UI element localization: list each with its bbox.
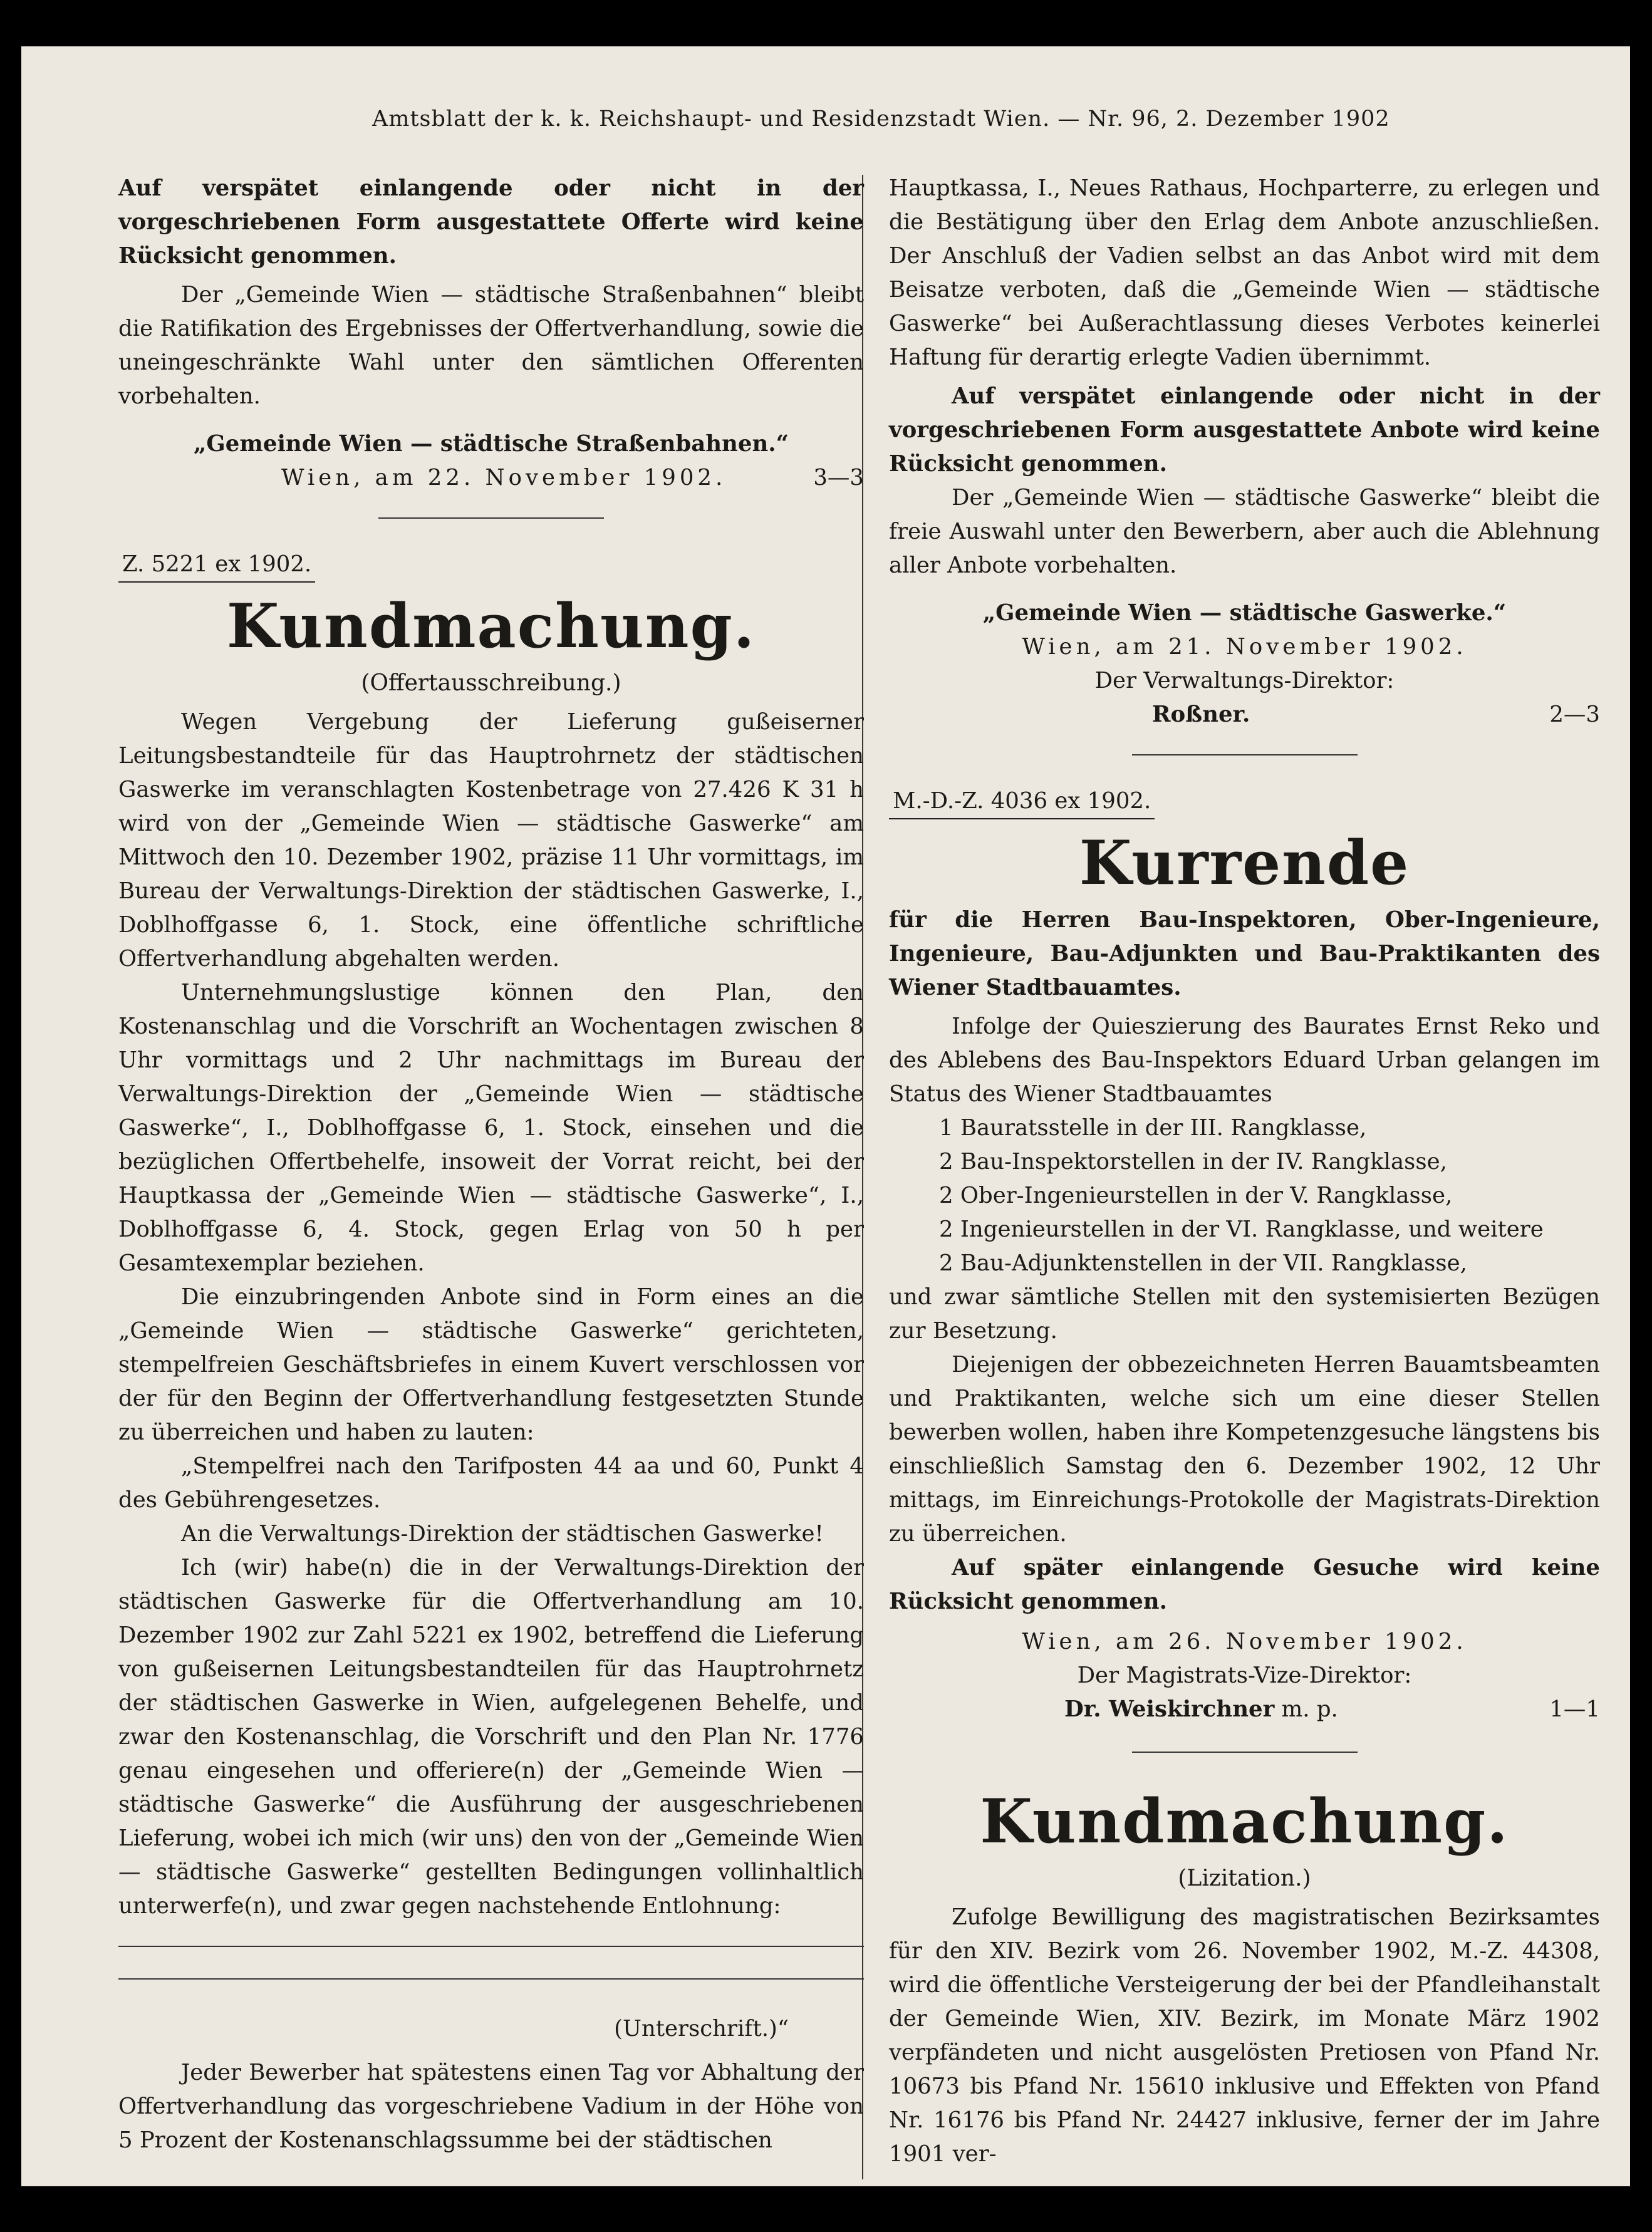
- signature-date: Wien, am 21. November 1902.: [1022, 634, 1467, 660]
- circular-addressees: für die Herren Bau-Inspektoren, Ober-Ingenieure, Ingenieure, Bau-Adjunkten und Bau-Praktikanten des Wiener Stadtbauamtes.: [889, 907, 1600, 1000]
- notice-number: 2—3: [1549, 702, 1600, 727]
- blank-line: [118, 1946, 864, 1947]
- signature-name-row: [889, 698, 1600, 732]
- list-item: 1 Bauratsstelle in der III. Rangklasse,: [939, 1115, 1367, 1141]
- signature-mp: m. p.: [1281, 1696, 1338, 1722]
- section-rule: [378, 517, 604, 519]
- signature-organization: „Gemeinde Wien — städtische Straßenbahnen.“: [193, 431, 789, 457]
- right-column: [864, 172, 1600, 2171]
- announcement-title: Kundmachung.: [226, 591, 756, 662]
- address-line: An die Verwaltungs-Direktion der städtischen Gaswerke!: [181, 1521, 824, 1547]
- announcement-subtitle: (Offertausschreibung.): [361, 670, 621, 696]
- application-paragraph: Diejenigen der obbezeichneten Herren Bauamtsbeamten und Praktikanten, welche sich um eine dieser Stellen bewerben wollen, haben ihre Kompetenzgesuche längstens bis einschließlich Samstag den 6. Dezember 1902, 12 Uhr mittags, im Einreichungs-Protokolle der Magistrats-Direktion zu überreichen.: [889, 1352, 1600, 1547]
- auction-title: Kundmachung.: [980, 1786, 1509, 1857]
- left-column: [118, 172, 864, 2157]
- auction-subtitle: (Lizitation.): [1178, 1866, 1311, 1891]
- submission-paragraph: Die einzubringenden Anbote sind in Form eines an die „Gemeinde Wien — städtische Gaswerke“ gerichteten, stempelfreien Geschäftsbriefes in einem Kuvert verschlossen vor der für den Beginn der Offertverhandlung festgesetzten Stunde zu überreichen und haben zu lauten:: [118, 1284, 864, 1445]
- vacancy-list: [889, 1111, 1600, 1280]
- signature-role: Der Magistrats-Vize-Direktor:: [1077, 1663, 1412, 1688]
- section-rule: [1132, 754, 1358, 755]
- documents-paragraph: Unternehmungslustige können den Plan, den Kostenanschlag und die Vorschrift an Wochentagen zwischen 8 Uhr vormittags und 2 Uhr nachmittags im Bureau der Verwaltungs-Direktion der „Gemeinde Wien — städtische Gaswerke“, I., Doblhoffgasse 6, 1. Stock, einsehen und die bezüglichen Offertbehelfe, insoweit der Vorrat reicht, bei der Hauptkassa der „Gemeinde Wien — städtische Gaswerke“, I., Doblhoffgasse 6, 4. Stock, gegen Erlag von 50 h per Gesamtexemplar beziehen.: [118, 980, 864, 1276]
- signature-date-row: [118, 461, 864, 495]
- section-rule: [1132, 1752, 1358, 1753]
- signature-role: Der Verwaltungs-Direktor:: [1094, 668, 1395, 693]
- tender-paragraph: Wegen Vergebung der Lieferung gußeiserner Leitungsbestandteile für das Hauptrohrnetz der städtischen Gaswerke im veranschlagten Kostenbetrage von 27.426 K 31 h wird von der „Gemeinde Wien — städtische Gaswerke“ am Mittwoch den 10. Dezember 1902, präzise 11 Uhr vormittags, im Bureau der Verwaltungs-Direktion der städtischen Gaswerke, I., Doblhoffgasse 6, 1. Stock, eine öffentliche schriftliche Offertverhandlung abgehalten werden.: [118, 709, 864, 972]
- list-item: 2 Ingenieurstellen in der VI. Rangklasse, und weitere: [939, 1217, 1544, 1242]
- vacancy-paragraph: Infolge der Quieszierung des Baurates Ernst Reko und des Ablebens des Bau-Inspektors Eduard Urban gelangen im Status des Wiener Stadtbauamtes: [889, 1014, 1600, 1107]
- notice-number: 1—1: [1549, 1696, 1600, 1722]
- signature-name: Roßner.: [1152, 702, 1250, 727]
- signature-name: Dr. Weiskirchner: [1064, 1696, 1275, 1722]
- reference-number: M.-D.-Z. 4036 ex 1902.: [889, 784, 1155, 819]
- page-header: Amtsblatt der k. k. Reichshaupt- und Residenzstadt Wien. — Nr. 96, 2. Dezember 1902: [372, 106, 1390, 132]
- signature-placeholder: (Unterschrift.)“: [614, 2016, 789, 2042]
- deposit-continued: Hauptkassa, I., Neues Rathaus, Hochparterre, zu erlegen und die Bestätigung über den Erlag dem Anbote anzuschließen. Der Anschluß der Vadien selbst an das Anbot wird mit dem Beisatze verboten, daß die „Gemeinde Wien — städtische Gaswerke“ bei Außerachtlassung dieses Verbotes keinerlei Haftung für derartig erlegte Vadien übernimmt.: [889, 175, 1600, 370]
- late-offers-notice: Auf verspätet einlangende oder nicht in der vorgeschriebenen Form ausgestattete Offerte wird keine Rücksicht genommen.: [118, 175, 864, 269]
- list-item: 2 Ober-Ingenieurstellen in der V. Rangklasse,: [939, 1183, 1453, 1208]
- list-item: 2 Bau-Adjunktenstellen in der VII. Rangklasse,: [939, 1250, 1467, 1276]
- deposit-paragraph: Jeder Bewerber hat spätestens einen Tag vor Abhaltung der Offertverhandlung das vorgeschriebene Vadium in der Höhe von 5 Prozent der Kostenanschlagssumme bei der städtischen: [118, 2060, 864, 2153]
- offer-text: Ich (wir) habe(n) die in der Verwaltungs-Direktion der städtischen Gaswerke für die Offertverhandlung am 10. Dezember 1902 zur Zahl 5221 ex 1902, betreffend die Lieferung von gußeisernen Leitungsbestandteilen für das Hauptrohrnetz der städtischen Gaswerke in Wien, aufgelegenen Behelfe, und zwar den Kostenanschlag, die Vorschrift und den Plan Nr. 1776 genau eingesehen und offeriere(n) der „Gemeinde Wien — städtische Gaswerke“ die Ausführung der ausgeschriebenen Lieferung, wobei ich mich (wir uns) den von der „Gemeinde Wien — städtische Gaswerke“ gestellten Bedingungen vollinhaltlich unterwerfe(n), und zwar gegen nachstehende Entlohnung:: [118, 1555, 864, 1919]
- list-item: 2 Bau-Inspektorstellen in der IV. Rangklasse,: [939, 1149, 1447, 1175]
- signature-date: Wien, am 26. November 1902.: [1022, 1629, 1467, 1654]
- late-bids-notice: Auf verspätet einlangende oder nicht in der vorgeschriebenen Form ausgestattete Anbote wird keine Rücksicht genommen.: [889, 383, 1600, 477]
- ratification-paragraph: Der „Gemeinde Wien — städtische Straßenbahnen“ bleibt die Ratifikation des Ergebnisses der Offertverhandlung, sowie die uneingeschränkte Wahl unter den sämtlichen Offerenten vorbehalten.: [118, 282, 864, 409]
- newspaper-page: [21, 46, 1630, 2186]
- late-applications-notice: Auf später einlangende Gesuche wird keine Rücksicht genommen.: [889, 1555, 1600, 1614]
- notice-number: 3—3: [813, 465, 864, 491]
- blank-gap: [118, 1980, 864, 2012]
- circular-title: Kurrende: [1079, 828, 1410, 898]
- signature-date: Wien, am 22. November 1902.: [281, 465, 727, 491]
- positions-paragraph: und zwar sämtliche Stellen mit den systemisierten Bezügen zur Besetzung.: [889, 1284, 1600, 1344]
- signature-organization: „Gemeinde Wien — städtische Gaswerke.“: [982, 600, 1507, 626]
- reference-number: Z. 5221 ex 1902.: [118, 548, 315, 583]
- signature-name-row: [889, 1693, 1600, 1726]
- auction-paragraph: Zufolge Bewilligung des magistratischen Bezirksamtes für den XIV. Bezirk vom 26. November 1902, M.-Z. 44308, wird die öffentliche Versteigerung der bei der Pfandleihanstalt der Gemeinde Wien, XIV. Bezirk, im Monate März 1902 verpfändeten und nicht ausgelösten Pretiosen von Pfand Nr. 10673 bis Pfand Nr. 15610 inklusive und Effekten von Pfand Nr. 16176 bis Pfand Nr. 24427 inklusive, ferner der im Jahre 1901 ver-: [889, 1904, 1600, 2167]
- stamp-text: „Stempelfrei nach den Tarifposten 44 aa und 60, Punkt 4 des Gebührengesetzes.: [118, 1453, 864, 1513]
- selection-paragraph: Der „Gemeinde Wien — städtische Gaswerke“ bleibt die freie Auswahl unter den Bewerbern, aber auch die Ablehnung aller Anbote vorbehalten.: [889, 485, 1600, 578]
